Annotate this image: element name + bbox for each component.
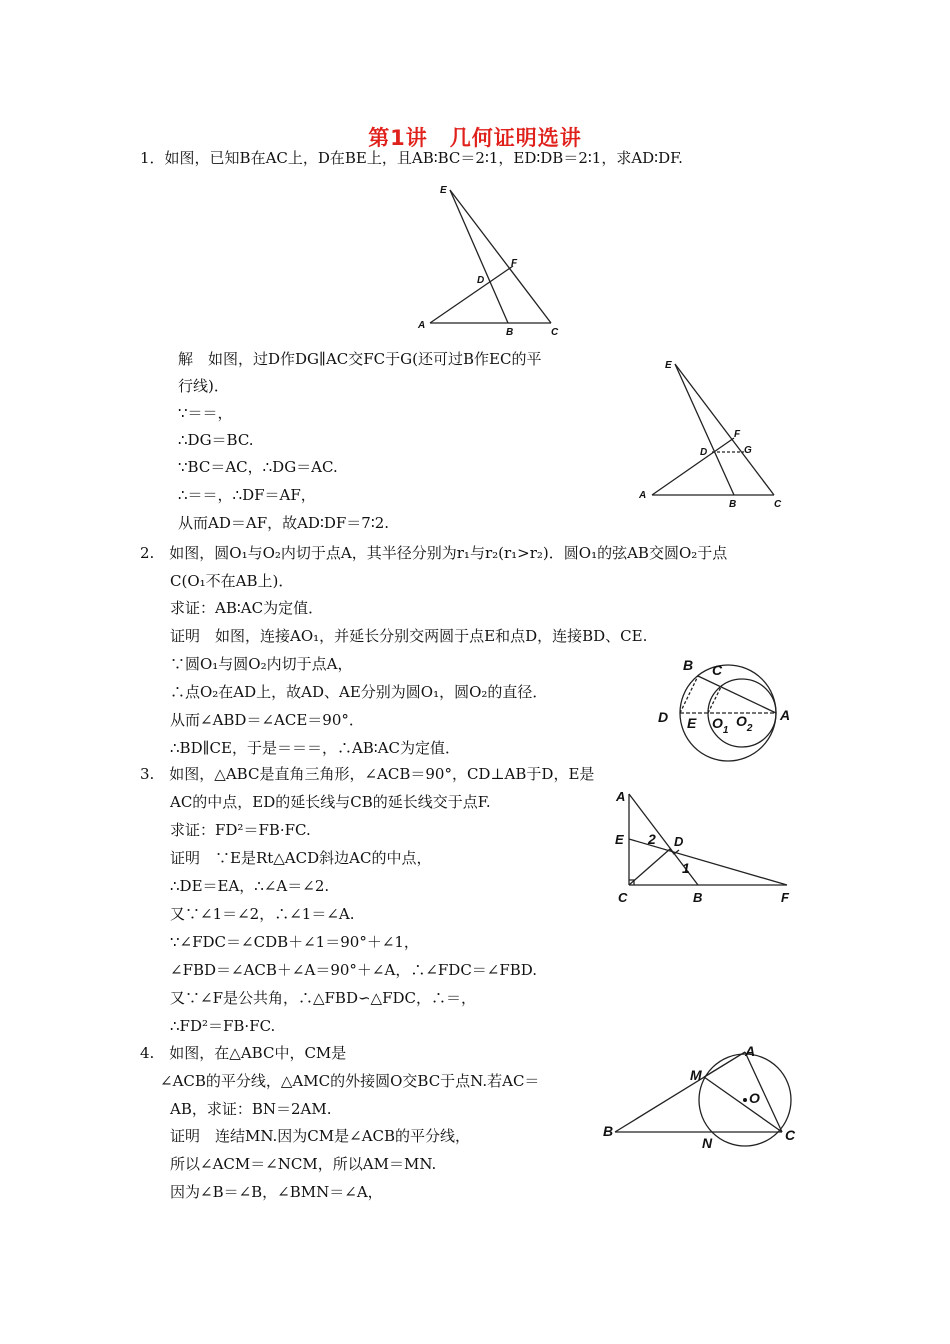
p3-label-a: A (616, 789, 626, 804)
p3-label-d: D (674, 834, 684, 849)
p2-line: ∴点O₂在AD上，故AD、AE分别为圆O₁，圆O₂的直径． (170, 683, 548, 701)
p1s-label-a: A (639, 490, 647, 501)
p1s-label-e: E (665, 360, 672, 371)
p3-label-f: F (781, 890, 789, 905)
p4-line: 证明 连结MN.因为CM是∠ACB的平分线， (170, 1127, 471, 1145)
p3-line: 求证：FD²＝FB·FC. (170, 821, 311, 839)
p2-line: ∵圆O₁与圆O₂内切于点A， (170, 655, 353, 673)
p3-line: ∴DE＝EA，∴∠A＝∠2. (170, 877, 330, 895)
p1s-label-c: C (774, 499, 782, 510)
p1s-label-f: F (734, 429, 741, 440)
p1-sol-line: ∴＝＝，∴DF＝AF， (178, 486, 316, 504)
p3-figure (610, 784, 800, 909)
p4-line: 因为∠B＝∠B，∠BMN＝∠A， (170, 1183, 383, 1201)
p2-label-b: B (683, 657, 694, 673)
p4-line: 所以∠ACM＝∠NCM，所以AM＝MN. (170, 1155, 437, 1173)
p2-line: ∴BD∥CE，于是＝＝＝，∴AB∶AC为定值． (170, 739, 461, 757)
p1-label-e: E (440, 185, 447, 196)
p3-line: 又∵∠1＝∠2，∴∠1＝∠A. (170, 905, 355, 923)
p4-label-n: N (702, 1135, 713, 1151)
p2-label-o2-sub: 2 (746, 723, 753, 734)
p2-line: C(O₁不在AB上)． (170, 572, 294, 590)
p1s-label-g: G (744, 445, 752, 456)
p1-label-c: C (551, 327, 559, 338)
p1s-label-b: B (729, 499, 737, 510)
p3-line: ∵∠FDC＝∠CDB＋∠1＝90°＋∠1， (170, 933, 419, 951)
p1-label-b: B (506, 327, 514, 338)
p3-label-2: 2 (648, 831, 656, 847)
p2-label-c: C (712, 662, 723, 678)
p2-line: 求证：AB∶AC为定值． (170, 599, 324, 617)
p1-label-d: D (477, 275, 485, 286)
p3-label-c: C (618, 890, 628, 905)
p2-label-o2 (736, 713, 753, 734)
p1-solution-figure (632, 352, 792, 517)
p1-sol-line: ∴DG＝BC. (178, 431, 254, 449)
p2-label-e: E (687, 715, 697, 731)
p3-label-b: B (693, 890, 703, 905)
p1-figure (410, 180, 570, 340)
page-title: 第1讲 几何证明选讲 (368, 126, 582, 150)
p4-line: ∠ACB的平分线，△AMC的外接圆O交BC于点N.若AC＝ (160, 1072, 540, 1090)
p4-label-m: M (690, 1067, 702, 1083)
p1-sol-line: 行线)． (178, 377, 229, 395)
p2-label-o1-main: O (712, 715, 723, 731)
p2-line: 2. 如图，圆O₁与O₂内切于点A，其半径分别为r₁与r₂(r₁>r₂)．圆O₁的弦AB交圆O₂于点 (140, 544, 728, 562)
p3-line: ∠FBD＝∠ACB＋∠A＝90°＋∠A，∴∠FDC＝∠FBD. (170, 961, 538, 979)
p2-line: 从而∠ABD＝∠ACE＝90°． (170, 711, 364, 729)
p2-line: 证明 如图，连接AO₁，并延长分别交两圆于点E和点D，连接BD、CE. (170, 627, 648, 645)
p3-label-e: E (615, 832, 624, 847)
p1s-label-d: D (700, 447, 708, 458)
p4-label-a: A (745, 1043, 756, 1059)
p3-line: ∴FD²＝FB·FC. (170, 1017, 276, 1035)
p1-label-a: A (418, 320, 426, 331)
p4-line: 4. 如图，在△ABC中，CM是 (140, 1044, 347, 1062)
p1-sol-line: ∵BC＝AC，∴DG＝AC. (178, 458, 338, 476)
p4-label-c: C (785, 1127, 796, 1143)
p3-line: 3. 如图，△ABC是直角三角形，∠ACB＝90°，CD⊥AB于D，E是 (140, 765, 595, 783)
p4-figure (595, 1036, 810, 1156)
p1-sol-line: ∵＝＝， (178, 404, 233, 422)
p3-line: AC的中点，ED的延长线与CB的延长线交于点F. (170, 793, 491, 811)
p1-sol-line: 从而AD＝AF，故AD∶DF＝7∶2. (178, 514, 390, 532)
p2-label-o2-main: O (736, 713, 747, 729)
p1-question: 1．如图，已知B在AC上，D在BE上，且AB∶BC＝2∶1，ED∶DB＝2∶1，求AD∶DF. (140, 149, 683, 167)
p2-label-d: D (658, 709, 669, 725)
p3-line: 又∵∠F是公共角，∴△FBD∽△FDC，∴＝， (170, 989, 476, 1007)
p4-label-b: B (603, 1123, 614, 1139)
p2-label-a: A (780, 707, 791, 723)
p1-label-f: F (511, 258, 518, 269)
p4-line: AB，求证：BN＝2AM. (170, 1100, 332, 1118)
p4-label-o: O (749, 1090, 760, 1106)
p1-sol-line: 解 如图，过D作DG∥AC交FC于G(还可过B作EC的平 (178, 350, 542, 368)
p2-label-o1-sub: 1 (722, 725, 729, 736)
p2-figure (650, 652, 800, 772)
p3-line: 证明 ∵E是Rt△ACD斜边AC的中点， (170, 849, 432, 867)
p3-label-1: 1 (682, 860, 690, 876)
